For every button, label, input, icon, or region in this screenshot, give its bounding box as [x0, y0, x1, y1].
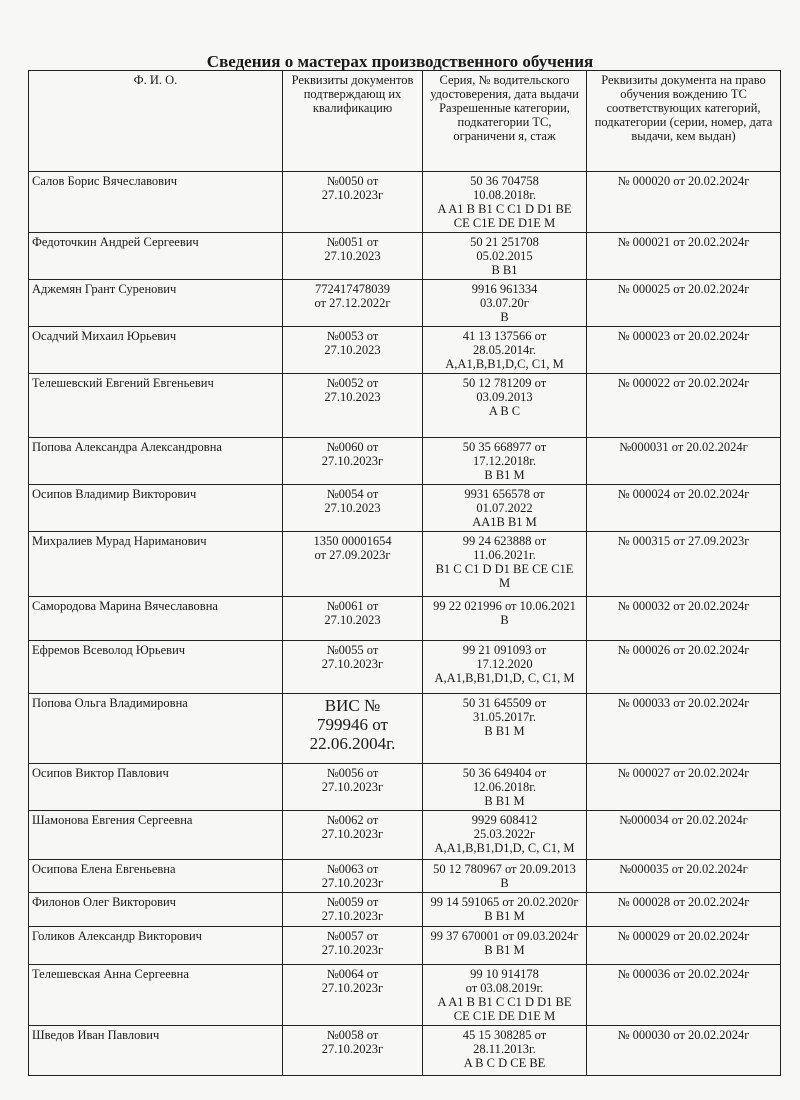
table-row	[29, 532, 781, 597]
license-line: 05.02.2015	[476, 249, 533, 263]
cell-full-name: Осадчий Михаил Юрьевич	[29, 327, 283, 374]
cell-teaching-right: № 000032 от 20.02.2024г	[587, 597, 781, 641]
cell-full-name: Осипова Елена Евгеньевна	[29, 860, 283, 893]
license-line: B	[500, 876, 509, 890]
qualification-line: 27.10.2023	[324, 501, 381, 515]
license-line: B B1 M	[484, 943, 525, 957]
cell-driver-license	[423, 641, 587, 694]
license-line: B B1 M	[484, 909, 525, 923]
cell-driver-license	[423, 764, 587, 811]
license-line: B	[500, 310, 509, 324]
qualification-line: 27.10.2023г	[321, 1042, 384, 1056]
license-line: 17.12.2018г.	[472, 454, 537, 468]
cell-qualification	[283, 438, 423, 485]
table-row	[29, 233, 781, 280]
qualification-line: №0059 от	[326, 895, 379, 909]
cell-driver-license	[423, 374, 587, 438]
cell-full-name: Шамонова Евгения Сергеевна	[29, 811, 283, 860]
qualification-line: №0061 от	[326, 599, 379, 613]
cell-driver-license	[423, 532, 587, 597]
header-full-name: Ф. И. О.	[29, 71, 283, 172]
qualification-line: №0062 от	[326, 813, 379, 827]
cell-driver-license	[423, 927, 587, 965]
qualification-line: 799946 от	[317, 715, 388, 734]
cell-qualification	[283, 811, 423, 860]
license-line: B B1	[491, 263, 518, 277]
license-line: A,A1,B,B1,D,C, C1, M	[445, 357, 564, 371]
license-line: 50 36 704758	[470, 174, 539, 188]
table-row	[29, 965, 781, 1026]
license-line: 9929 608412	[471, 813, 538, 827]
license-line: CE C1E DE D1E M	[453, 216, 556, 230]
cell-driver-license	[423, 172, 587, 233]
license-line: M	[498, 576, 511, 590]
license-line: A B C	[488, 404, 521, 418]
cell-teaching-right: №000034 от 20.02.2024г	[587, 811, 781, 860]
qualification-line: №0055 от	[326, 643, 379, 657]
cell-full-name: Попова Ольга Владимировна	[29, 694, 283, 764]
table-row	[29, 927, 781, 965]
license-line: B	[500, 613, 509, 627]
cell-full-name: Голиков Александр Викторович	[29, 927, 283, 965]
license-line: 99 21 091093 от	[462, 643, 547, 657]
header-teaching-right-doc: Реквизиты документа на право обучения вождению ТС соответствующих категорий, подкатегории (серии, номер, дата выдачи, кем выдан)	[587, 71, 781, 172]
license-line: B B1 M	[484, 794, 525, 808]
qualification-line: 27.10.2023	[324, 390, 381, 404]
cell-full-name: Осипов Виктор Павлович	[29, 764, 283, 811]
qualification-line: ВИС №	[324, 696, 381, 715]
qualification-line: 27.10.2023	[324, 343, 381, 357]
cell-full-name: Михралиев Мурад Нариманович	[29, 532, 283, 597]
cell-qualification	[283, 1026, 423, 1076]
license-line: 99 14 591065 от 20.02.2020г	[430, 895, 579, 909]
table-row	[29, 764, 781, 811]
license-line: 50 12 781209 от	[462, 376, 547, 390]
table-row	[29, 641, 781, 694]
license-line: 31.05.2017г.	[472, 710, 537, 724]
cell-qualification	[283, 532, 423, 597]
license-line: 03.09.2013	[476, 390, 533, 404]
license-line: AA1B B1 M	[472, 515, 537, 529]
qualification-line: №0057 от	[326, 929, 379, 943]
table-row	[29, 172, 781, 233]
cell-qualification	[283, 172, 423, 233]
license-line: CE C1E DE D1E M	[453, 1009, 556, 1023]
license-line: A A1 B B1 C C1 D D1 BE	[437, 202, 572, 216]
license-line: 17.12.2020	[476, 657, 533, 671]
cell-teaching-right: № 000023 от 20.02.2024г	[587, 327, 781, 374]
cell-driver-license	[423, 893, 587, 927]
cell-qualification	[283, 485, 423, 532]
cell-teaching-right: № 000315 от 27.09.2023г	[587, 532, 781, 597]
qualification-line: 27.10.2023г	[321, 780, 384, 794]
cell-teaching-right: № 000021 от 20.02.2024г	[587, 233, 781, 280]
qualification-line: 27.10.2023г	[321, 827, 384, 841]
license-line: 12.06.2018г.	[472, 780, 537, 794]
license-line: 03.07.20г	[480, 296, 529, 310]
table-row	[29, 280, 781, 327]
license-line: 50 35 668977 от	[462, 440, 547, 454]
table-row	[29, 597, 781, 641]
qualification-line: №0064 от	[326, 967, 379, 981]
cell-qualification	[283, 233, 423, 280]
license-line: 50 21 251708	[470, 235, 539, 249]
qualification-line: №0050 от	[326, 174, 379, 188]
cell-qualification	[283, 927, 423, 965]
cell-teaching-right: № 000028 от 20.02.2024г	[587, 893, 781, 927]
cell-driver-license	[423, 965, 587, 1026]
header-driver-license: Серия, № водительского удостоверения, дата выдачи Разрешенные категории, подкатегории ТС, ограничени я, стаж	[423, 71, 587, 172]
cell-full-name: Салов Борис Вячеславович	[29, 172, 283, 233]
license-line: 01.07.2022	[476, 501, 533, 515]
qualification-line: 27.10.2023г	[321, 909, 384, 923]
qualification-line: 27.10.2023	[324, 249, 381, 263]
cell-teaching-right: № 000030 от 20.02.2024г	[587, 1026, 781, 1076]
cell-full-name: Телешевская Анна Сергеевна	[29, 965, 283, 1026]
cell-qualification	[283, 965, 423, 1026]
table-row	[29, 485, 781, 532]
table-row	[29, 860, 781, 893]
cell-teaching-right: № 000020 от 20.02.2024г	[587, 172, 781, 233]
license-line: 28.05.2014г.	[472, 343, 537, 357]
qualification-line: 27.10.2023г	[321, 943, 384, 957]
cell-teaching-right: № 000033 от 20.02.2024г	[587, 694, 781, 764]
instructors-table	[28, 70, 781, 1076]
cell-teaching-right: № 000025 от 20.02.2024г	[587, 280, 781, 327]
cell-qualification	[283, 893, 423, 927]
cell-teaching-right: № 000022 от 20.02.2024г	[587, 374, 781, 438]
cell-qualification	[283, 764, 423, 811]
qualification-line: 772417478039	[315, 282, 390, 296]
license-line: 50 31 645509 от	[462, 696, 547, 710]
license-line: 99 24 623888 от	[462, 534, 547, 548]
qualification-line: №0063 от	[326, 862, 379, 876]
cell-full-name: Осипов Владимир Викторович	[29, 485, 283, 532]
license-line: A A1 B B1 C C1 D D1 BE	[437, 995, 572, 1009]
cell-full-name: Ефремов Всеволод Юрьевич	[29, 641, 283, 694]
license-line: 99 22 021996 от 10.06.2021	[433, 599, 576, 613]
license-line: 25.03.2022г	[473, 827, 536, 841]
table-row	[29, 694, 781, 764]
qualification-line: 22.06.2004г.	[309, 734, 396, 753]
header-qualification-docs: Реквизиты документов подтверждающ их квалификацию	[283, 71, 423, 172]
table-row	[29, 1026, 781, 1076]
table-row	[29, 374, 781, 438]
license-line: 45 15 308285 от	[462, 1028, 547, 1042]
cell-teaching-right: № 000024 от 20.02.2024г	[587, 485, 781, 532]
license-line: 50 36 649404 от	[462, 766, 547, 780]
license-line: A B C D CE BE	[463, 1056, 546, 1070]
cell-qualification	[283, 860, 423, 893]
cell-full-name: Аджемян Грант Суренович	[29, 280, 283, 327]
qualification-line: №0056 от	[326, 766, 379, 780]
cell-qualification	[283, 694, 423, 764]
cell-driver-license	[423, 438, 587, 485]
cell-driver-license	[423, 694, 587, 764]
license-line: 41 13 137566 от	[462, 329, 547, 343]
cell-driver-license	[423, 1026, 587, 1076]
cell-full-name: Телешевский Евгений Евгеньевич	[29, 374, 283, 438]
license-line: B B1 M	[484, 468, 525, 482]
license-line: 28.11.2013г.	[473, 1042, 536, 1056]
table-row	[29, 893, 781, 927]
qualification-line: 27.10.2023	[324, 613, 381, 627]
cell-qualification	[283, 327, 423, 374]
cell-teaching-right: № 000027 от 20.02.2024г	[587, 764, 781, 811]
qualification-line: от 27.12.2022г	[314, 296, 391, 310]
license-line: 9916 961334	[471, 282, 538, 296]
cell-teaching-right: №000031 от 20.02.2024г	[587, 438, 781, 485]
table-row	[29, 438, 781, 485]
license-line: A,A1,B,B1,D1,D, C, C1, M	[434, 841, 575, 855]
cell-teaching-right: № 000036 от 20.02.2024г	[587, 965, 781, 1026]
qualification-line: 1350 00001654	[313, 534, 392, 548]
license-line: 99 10 914178	[470, 967, 539, 981]
license-line: A,A1,B,B1,D1,D, C, C1, M	[434, 671, 575, 685]
cell-qualification	[283, 280, 423, 327]
cell-driver-license	[423, 597, 587, 641]
cell-teaching-right: № 000029 от 20.02.2024г	[587, 927, 781, 965]
qualification-line: №0054 от	[326, 487, 379, 501]
qualification-line: 27.10.2023г	[321, 657, 384, 671]
table-header-row	[29, 71, 781, 172]
cell-teaching-right: №000035 от 20.02.2024г	[587, 860, 781, 893]
cell-full-name: Самородова Марина Вячеславовна	[29, 597, 283, 641]
qualification-line: 27.10.2023г	[321, 454, 384, 468]
qualification-line: №0051 от	[326, 235, 379, 249]
cell-full-name: Шведов Иван Павлович	[29, 1026, 283, 1076]
cell-full-name: Федоточкин Андрей Сергеевич	[29, 233, 283, 280]
qualification-line: №0060 от	[326, 440, 379, 454]
cell-driver-license	[423, 485, 587, 532]
license-line: 10.08.2018г.	[472, 188, 537, 202]
cell-full-name: Попова Александра Александровна	[29, 438, 283, 485]
qualification-line: №0053 от	[326, 329, 379, 343]
cell-qualification	[283, 641, 423, 694]
cell-teaching-right: № 000026 от 20.02.2024г	[587, 641, 781, 694]
license-line: от 03.08.2019г.	[465, 981, 544, 995]
license-line: B1 C C1 D D1 BE CE C1E	[435, 562, 574, 576]
cell-full-name: Филонов Олег Викторович	[29, 893, 283, 927]
cell-driver-license	[423, 280, 587, 327]
qualification-line: от 27.09.2023г	[314, 548, 391, 562]
license-line: 50 12 780967 от 20.09.2013	[433, 862, 576, 876]
cell-qualification	[283, 374, 423, 438]
license-line: 9931 656578 от	[464, 487, 545, 501]
qualification-line: №0058 от	[326, 1028, 379, 1042]
table-row	[29, 327, 781, 374]
license-line: B B1 M	[484, 724, 525, 738]
license-line: 11.06.2021г.	[473, 548, 536, 562]
cell-driver-license	[423, 860, 587, 893]
qualification-line: 27.10.2023г	[321, 876, 384, 890]
license-line: 99 37 670001 от 09.03.2024г	[430, 929, 579, 943]
qualification-line: 27.10.2023г	[321, 188, 384, 202]
qualification-line: 27.10.2023г	[321, 981, 384, 995]
cell-qualification	[283, 597, 423, 641]
cell-driver-license	[423, 811, 587, 860]
cell-driver-license	[423, 233, 587, 280]
cell-driver-license	[423, 327, 587, 374]
qualification-line: №0052 от	[326, 376, 379, 390]
table-row	[29, 811, 781, 860]
page-title: Сведения о мастерах производственного обучения	[206, 52, 594, 71]
